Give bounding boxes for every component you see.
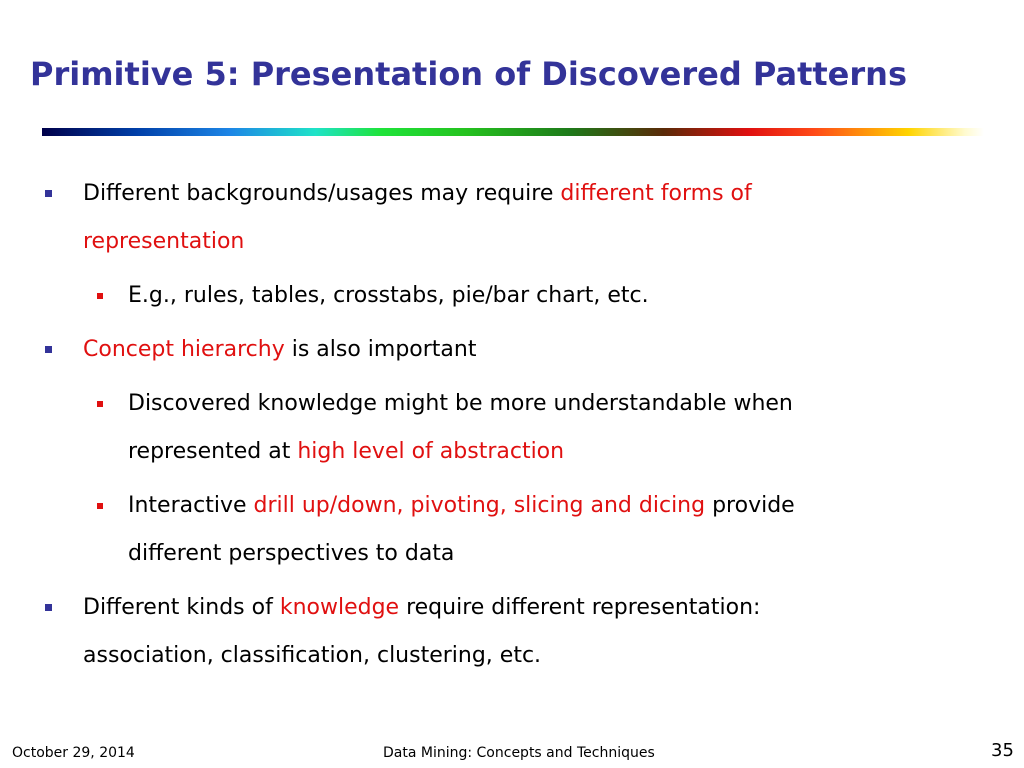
bullet-list xyxy=(0,170,1024,686)
sub-bullet-item: Discovered knowledge might be more understandable when represented at high level of abstraction xyxy=(0,380,893,476)
highlight-text: different forms of representation xyxy=(83,181,752,254)
square-bullet-icon xyxy=(45,604,52,611)
footer-title: Data Mining: Concepts and Techniques xyxy=(383,745,655,761)
title-divider xyxy=(42,128,984,136)
bullet-item: Different backgrounds/usages may require different forms of representation xyxy=(0,170,883,266)
slide-title: Primitive 5: Presentation of Discovered Patterns xyxy=(30,55,907,93)
highlight-text: Concept hierarchy xyxy=(83,337,285,362)
highlight-text: drill up/down, pivoting, slicing and dicing xyxy=(253,493,706,518)
highlight-text: high level of abstraction xyxy=(297,439,565,464)
square-bullet-icon xyxy=(45,346,52,353)
highlight-text: knowledge xyxy=(279,595,400,620)
sub-bullet-item: E.g., rules, tables, crosstabs, pie/bar chart, etc. xyxy=(0,272,893,320)
bullet-item: Concept hierarchy is also important xyxy=(0,326,883,374)
square-bullet-icon xyxy=(97,293,103,299)
square-bullet-icon xyxy=(45,190,52,197)
bullet-item: Different kinds of knowledge require different representation: association, classification, clustering, etc. xyxy=(0,584,883,680)
square-bullet-icon xyxy=(97,503,103,509)
footer-date: October 29, 2014 xyxy=(12,745,135,761)
page-number: 35 xyxy=(991,740,1014,761)
sub-bullet-item: Interactive drill up/down, pivoting, slicing and dicing provide different perspectives to data xyxy=(0,482,893,578)
square-bullet-icon xyxy=(97,401,103,407)
